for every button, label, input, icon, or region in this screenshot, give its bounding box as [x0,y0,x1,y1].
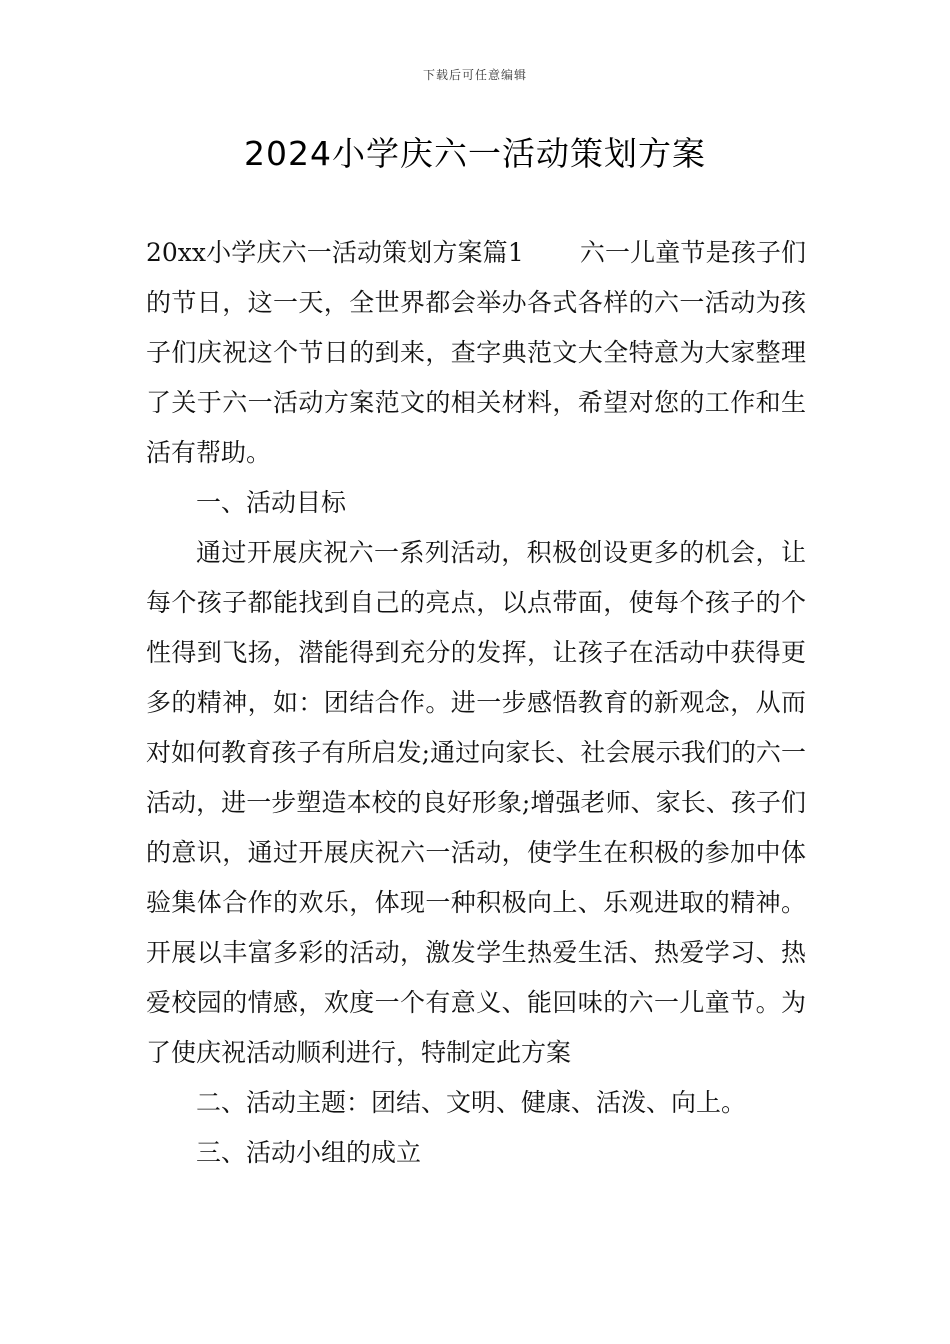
intro-paragraph [146,228,806,478]
goal-body: 通过开展庆祝六一系列活动，积极创设更多的机会，让每个孩子都能找到自己的亮点，以点带面，使每个孩子的个性得到飞扬，潜能得到充分的发挥，让孩子在活动中获得更多的精神，如：团结合作。进一步感悟教育的新观念，从而对如何教育孩子有所启发;通过向家长、社会展示我们的六一活动，进一步塑造本校的良好形象;增强老师、家长、孩子们的意识，通过开展庆祝六一活动，使学生在积极的参加中体验集体合作的欢乐，体现一种积极向上、乐观进取的精神。开展以丰富多彩的活动，激发学生热爱生活、热爱学习、热爱校园的情感，欢度一个有意义、能回味的六一儿童节。为了使庆祝活动顺利进行，特制定此方案 [146,538,806,1067]
group-heading: 三、活动小组的成立 [196,1138,422,1167]
intro-text: 六一儿童节是孩子们的节日，这一天，全世界都会举办各式各样的六一活动为孩子们庆祝这个节日的到来，查字典范文大全特意为大家整理了关于六一活动方案范文的相关材料，希望对您的工作和生活有帮助。 [146,238,806,467]
intro-lead: 20xx小学庆六一活动策划方案篇1 [146,238,524,267]
theme-heading: 二、活动主题：团结、文明、健康、活泼、向上。 [196,1088,747,1117]
document-body [146,228,806,1178]
goal-heading: 一、活动目标 [196,488,347,517]
header-note: 下载后可任意编辑 [422,68,527,82]
document-title: 2024小学庆六一活动策划方案 [244,134,706,173]
